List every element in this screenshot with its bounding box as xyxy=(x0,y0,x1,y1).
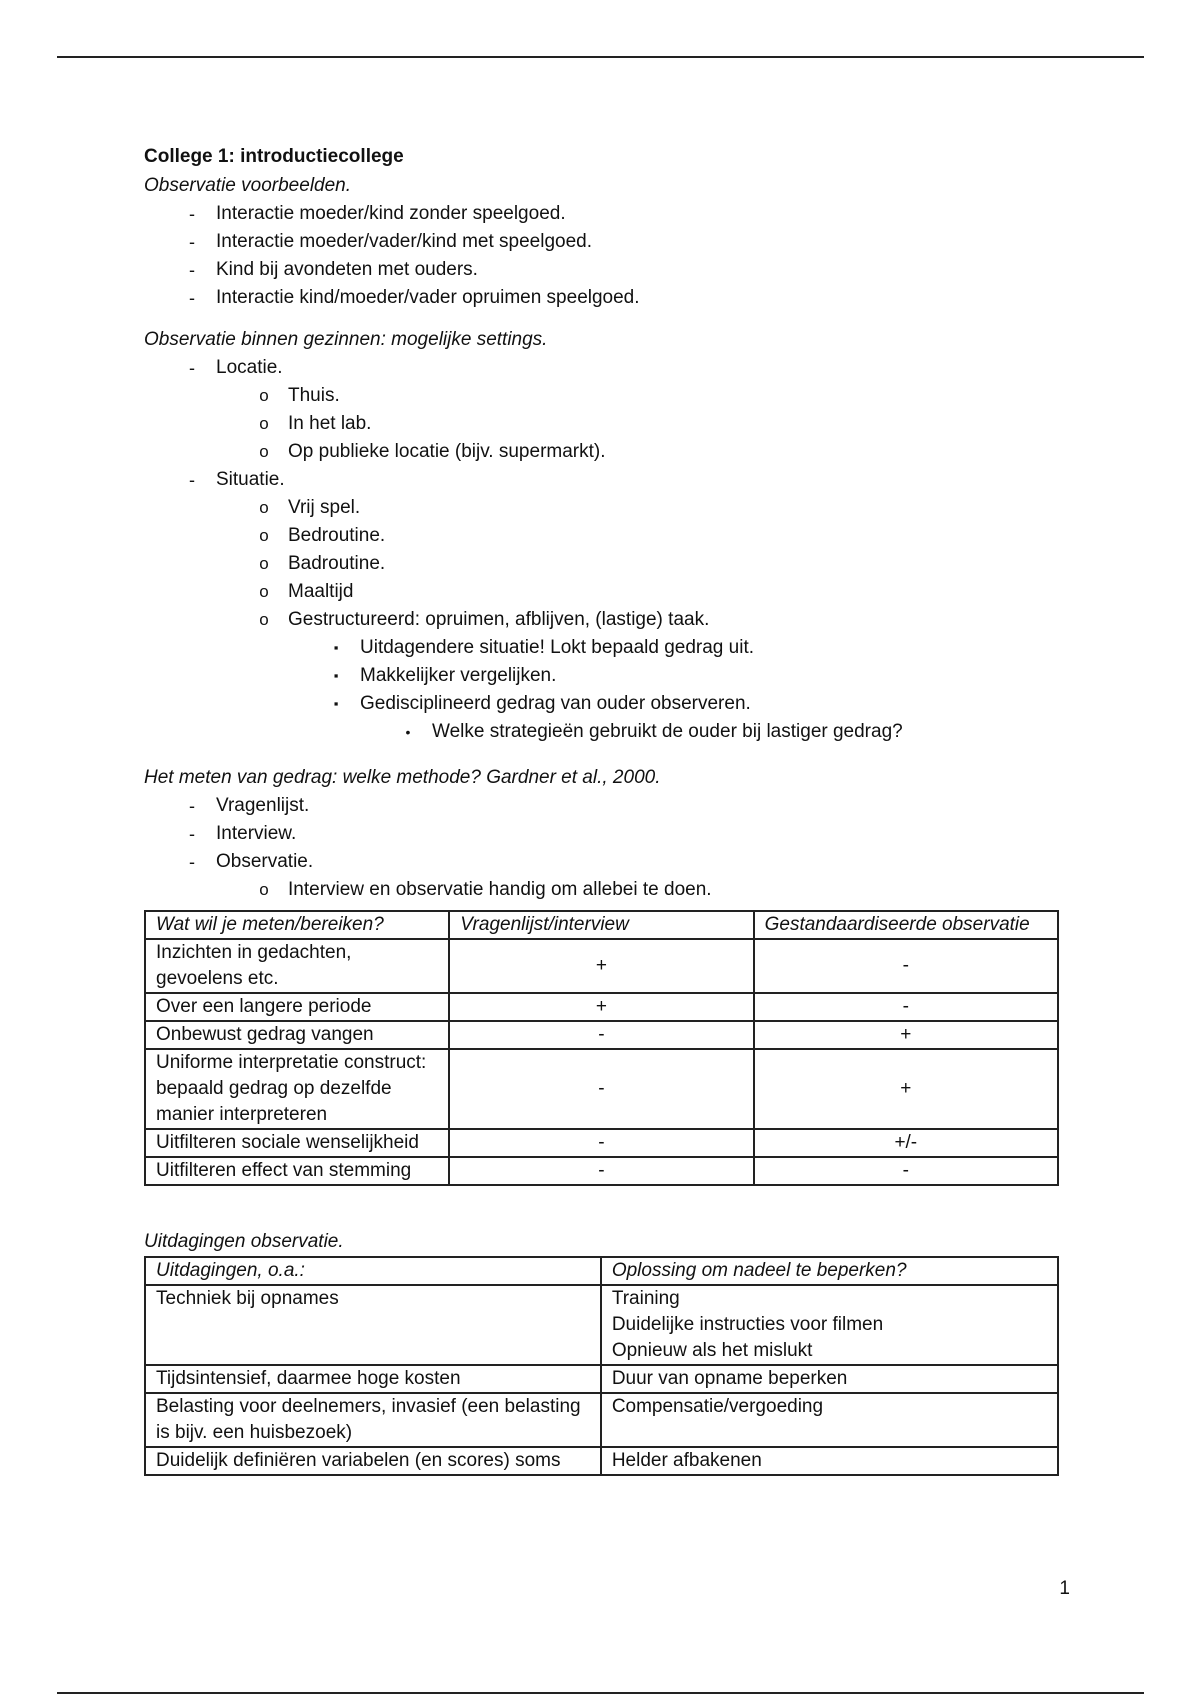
dash-icon: - xyxy=(189,232,195,252)
dash-icon: - xyxy=(189,470,195,490)
list-item: o Gestructureerd: opruimen, afblijven, (lastige) taak. xyxy=(288,606,1064,634)
section-heading-settings: Observatie binnen gezinnen: mogelijke settings. xyxy=(144,329,548,350)
list-item: ▪ Makkelijker vergelijken. xyxy=(360,662,1064,690)
list-item: - Kind bij avondeten met ouders. xyxy=(216,256,1064,284)
dash-icon: - xyxy=(189,852,195,872)
list-item: • Welke strategieën gebruikt de ouder bij lastiger gedrag? xyxy=(432,718,1064,746)
list-item: o Maaltijd xyxy=(288,578,1064,606)
circle-bullet-icon: o xyxy=(259,526,269,545)
circle-bullet-icon: o xyxy=(259,442,269,461)
challenges-table xyxy=(144,1256,1059,1476)
table-row: Uitfilteren effect van stemming - - xyxy=(145,1157,1058,1185)
table-header-row xyxy=(145,1257,1058,1285)
table-header-cell: Oplossing om nadeel te beperken? xyxy=(601,1257,1058,1285)
list-item: - Interactie moeder/kind zonder speelgoed. xyxy=(216,200,1064,228)
table-row: Duidelijk definiëren variabelen (en scores) soms Helder afbakenen xyxy=(145,1447,1058,1475)
list-item: - Interview. xyxy=(216,820,1064,848)
table-row: Belasting voor deelnemers, invasief (een belasting is bijv. een huisbezoek) Compensatie/vergoeding xyxy=(145,1393,1058,1447)
list-item: ▪ Gedisciplineerd gedrag van ouder observeren. xyxy=(360,690,1064,718)
dash-icon: - xyxy=(189,796,195,816)
list-item: - Interactie kind/moeder/vader opruimen speelgoed. xyxy=(216,284,1064,312)
footer-rule xyxy=(57,1692,1144,1694)
table-row: Onbewust gedrag vangen - + xyxy=(145,1021,1058,1049)
settings-list xyxy=(144,354,1064,382)
list-item: o Badroutine. xyxy=(288,550,1064,578)
list-item: - Vragenlijst. xyxy=(216,792,1064,820)
section-heading-voorbeelden: Observatie voorbeelden. xyxy=(144,175,352,196)
square-bullet-icon: ▪ xyxy=(333,640,339,655)
document-body xyxy=(144,142,1064,1476)
methode-list xyxy=(144,792,1064,904)
list-item: - Interactie moeder/vader/kind met speelgoed. xyxy=(216,228,1064,256)
list-item: - Observatie. xyxy=(216,848,1064,876)
methods-comparison-table xyxy=(144,910,1059,1186)
bullet-icon: • xyxy=(405,724,411,740)
table-row: Over een langere periode + - xyxy=(145,993,1058,1021)
table-header-cell: Gestandaardiseerde observatie xyxy=(754,911,1058,939)
list-item: ▪ Uitdagendere situatie! Lokt bepaald gedrag uit. xyxy=(360,634,1064,662)
table-row: Inzichten in gedachten, gevoelens etc. + - xyxy=(145,939,1058,993)
list-item: o Op publieke locatie (bijv. supermarkt). xyxy=(288,438,1064,466)
circle-bullet-icon: o xyxy=(259,554,269,573)
situatie-sublist xyxy=(216,494,1064,746)
table-row: Uniforme interpretatie construct: bepaald gedrag op dezelfde manier interpreteren - + xyxy=(145,1049,1058,1129)
list-item: o Interview en observatie handig om allebei te doen. xyxy=(288,876,1064,904)
list-item: o Bedroutine. xyxy=(288,522,1064,550)
list-item: o In het lab. xyxy=(288,410,1064,438)
table-row: Techniek bij opnames Training Duidelijke instructies voor filmen Opnieuw als het mislukt xyxy=(145,1285,1058,1365)
section-heading-uitdagingen: Uitdagingen observatie. xyxy=(144,1231,344,1252)
list-item-locatie: - Locatie. xyxy=(216,354,1064,382)
circle-bullet-icon: o xyxy=(259,414,269,433)
circle-bullet-icon: o xyxy=(259,880,269,899)
table-header-cell: Uitdagingen, o.a.: xyxy=(145,1257,601,1285)
structured-sublist xyxy=(288,634,1064,746)
circle-bullet-icon: o xyxy=(259,498,269,517)
square-bullet-icon: ▪ xyxy=(333,668,339,683)
document-title: College 1: introductiecollege xyxy=(144,146,404,167)
table-header-row xyxy=(145,911,1058,939)
table-header-cell: Vragenlijst/interview xyxy=(449,911,753,939)
circle-bullet-icon: o xyxy=(259,582,269,601)
dash-icon: - xyxy=(189,260,195,280)
dash-icon: - xyxy=(189,824,195,844)
list-item: o Vrij spel. xyxy=(288,494,1064,522)
locatie-sublist xyxy=(216,382,1064,466)
circle-bullet-icon: o xyxy=(259,386,269,405)
dash-icon: - xyxy=(189,358,195,378)
section-heading-meten: Het meten van gedrag: welke methode? Gardner et al., 2000. xyxy=(144,767,661,788)
table-header-cell: Wat wil je meten/bereiken? xyxy=(145,911,449,939)
voorbeelden-list xyxy=(144,200,1064,312)
table-row: Uitfilteren sociale wenselijkheid - +/- xyxy=(145,1129,1058,1157)
page-number: 1 xyxy=(1059,1578,1070,1599)
dash-icon: - xyxy=(189,204,195,224)
dash-icon: - xyxy=(189,288,195,308)
circle-bullet-icon: o xyxy=(259,610,269,629)
square-bullet-icon: ▪ xyxy=(333,696,339,711)
table-row: Tijdsintensief, daarmee hoge kosten Duur van opname beperken xyxy=(145,1365,1058,1393)
header-rule xyxy=(57,56,1144,58)
list-item: o Thuis. xyxy=(288,382,1064,410)
list-item-situatie: - Situatie. xyxy=(216,466,1064,494)
